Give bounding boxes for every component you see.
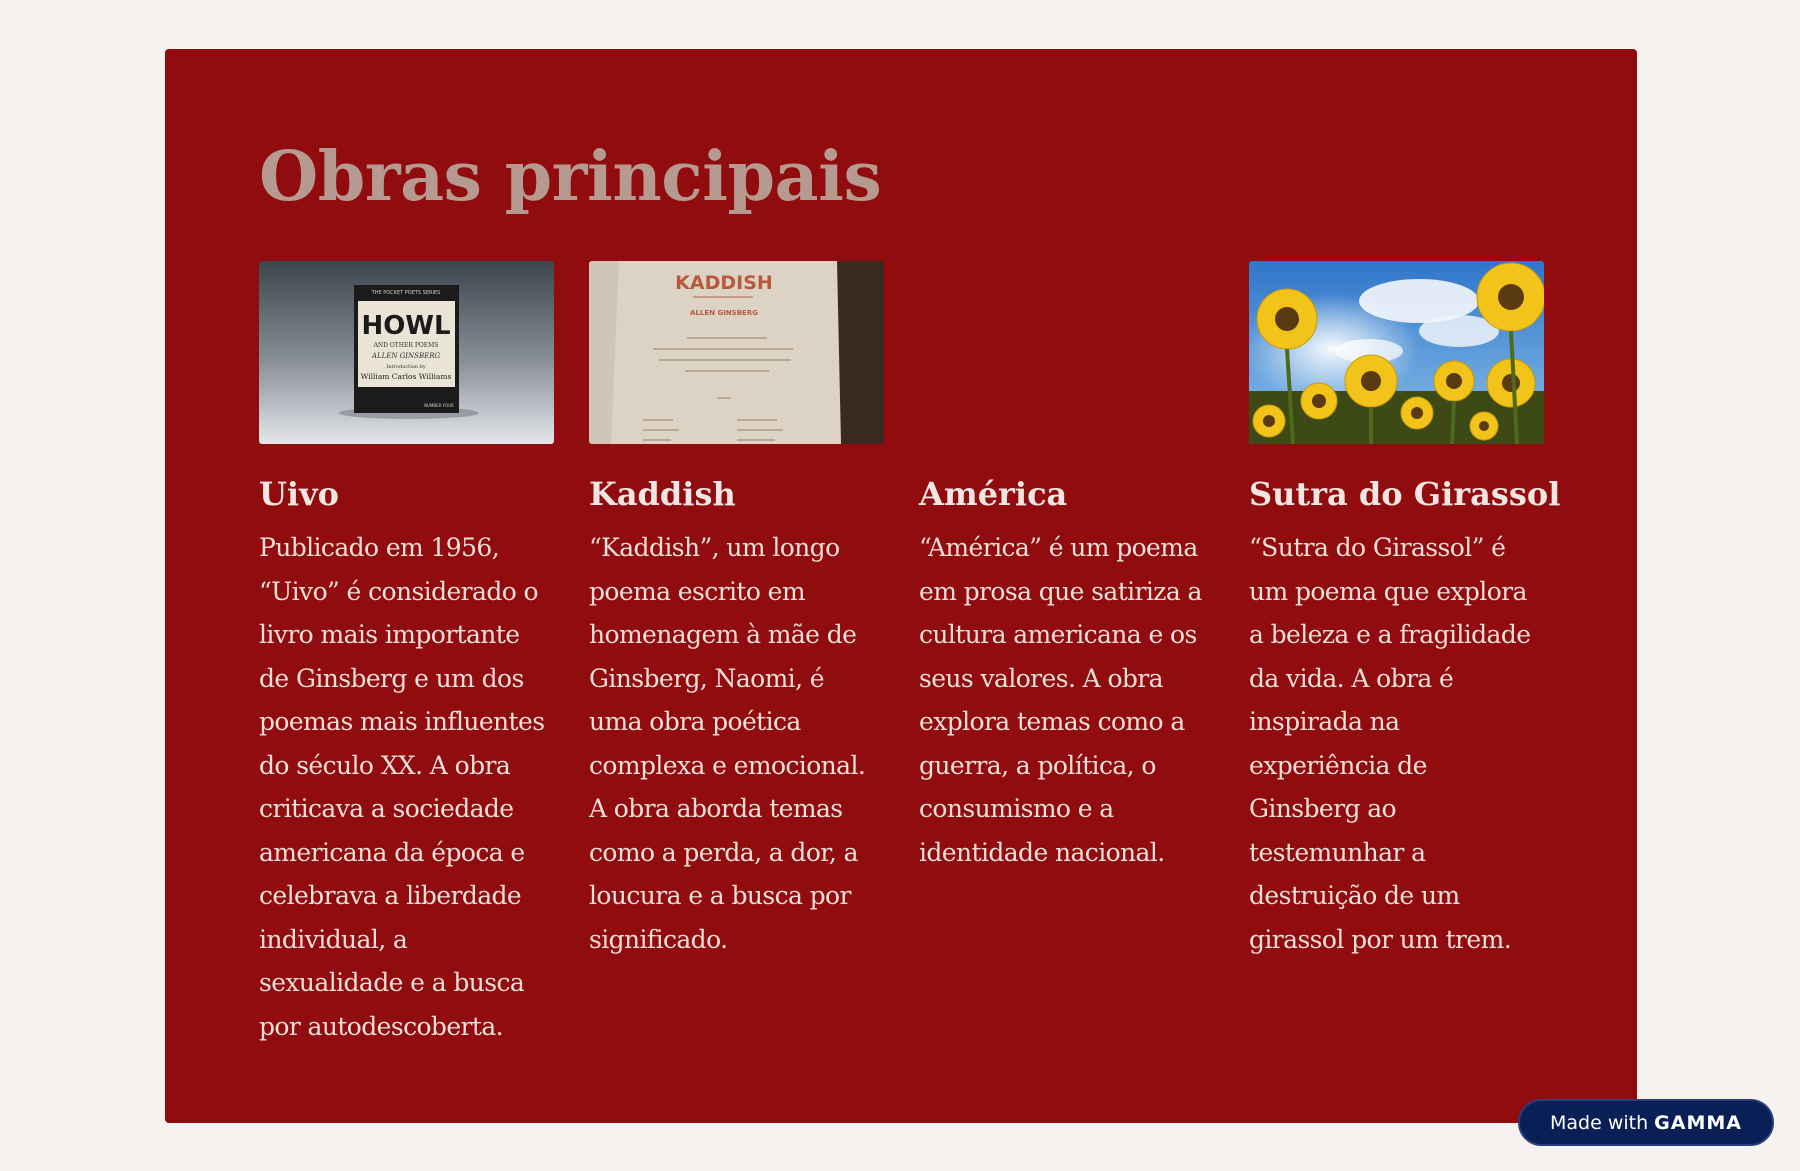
cover-number-text: NUMBER FOUR <box>424 403 454 408</box>
cover-series-text: THE POCKET POETS SERIES <box>371 290 441 296</box>
works-grid <box>259 261 1561 1048</box>
work-card-uivo <box>259 261 554 1048</box>
work-heading: Kaddish <box>589 475 736 513</box>
work-card-america <box>919 261 1214 1048</box>
cover-title-text: HOWL <box>361 311 451 341</box>
work-description: “Kaddish”, um longo poema escrito em homenagem à mãe de Ginsberg, Naomi, é uma obra poética complexa e emocional. A obra aborda temas como a perda, a dor, a loucura e a busca por significado. <box>589 533 866 954</box>
cover-intro-author-text: William Carlos Williams <box>360 372 452 381</box>
content-card <box>165 49 1637 1123</box>
badge-prefix-text: Made with <box>1550 1111 1649 1134</box>
cover-intro-text: Introduction by <box>386 364 426 370</box>
work-heading: América <box>919 475 1068 513</box>
gamma-logo: GAMMA <box>1654 1111 1742 1134</box>
made-with-gamma-badge[interactable] <box>1518 1099 1774 1146</box>
kaddish-program-photo <box>589 261 884 444</box>
image-placeholder <box>919 261 1214 444</box>
work-description: “América” é um poema em prosa que satiriza a cultura americana e os seus valores. A obra explora temas como a guerra, a política, o consumismo e a identidade nacional. <box>919 533 1202 867</box>
work-card-kaddish <box>589 261 884 1048</box>
work-description: “Sutra do Girassol” é um poema que explora a beleza e a fragilidade da vida. A obra é inspirada na experiência de Ginsberg ao testemunhar a destruição de um girassol por um trem. <box>1249 533 1531 954</box>
page-title: Obras principais <box>259 137 882 217</box>
cover-author-text: ALLEN GINSBERG <box>371 352 441 360</box>
cover-subtitle-text: AND OTHER POEMS <box>373 342 439 349</box>
program-author-text: ALLEN GINSBERG <box>690 309 758 317</box>
work-heading: Sutra do Girassol <box>1249 475 1561 513</box>
howl-book-cover-photo <box>259 261 554 444</box>
work-card-sutra-do-girassol <box>1249 261 1561 1048</box>
work-description: Publicado em 1956, “Uivo” é considerado o livro mais importante de Ginsberg e um dos poemas mais influentes do século XX. A obra criticava a sociedade americana da época e celebrava a liberdade individual, a sexualidade e a busca por autodescoberta. <box>259 533 545 1041</box>
sunflowers-photo <box>1249 261 1544 444</box>
work-heading: Uivo <box>259 475 339 513</box>
program-title-text: KADDISH <box>675 272 773 294</box>
